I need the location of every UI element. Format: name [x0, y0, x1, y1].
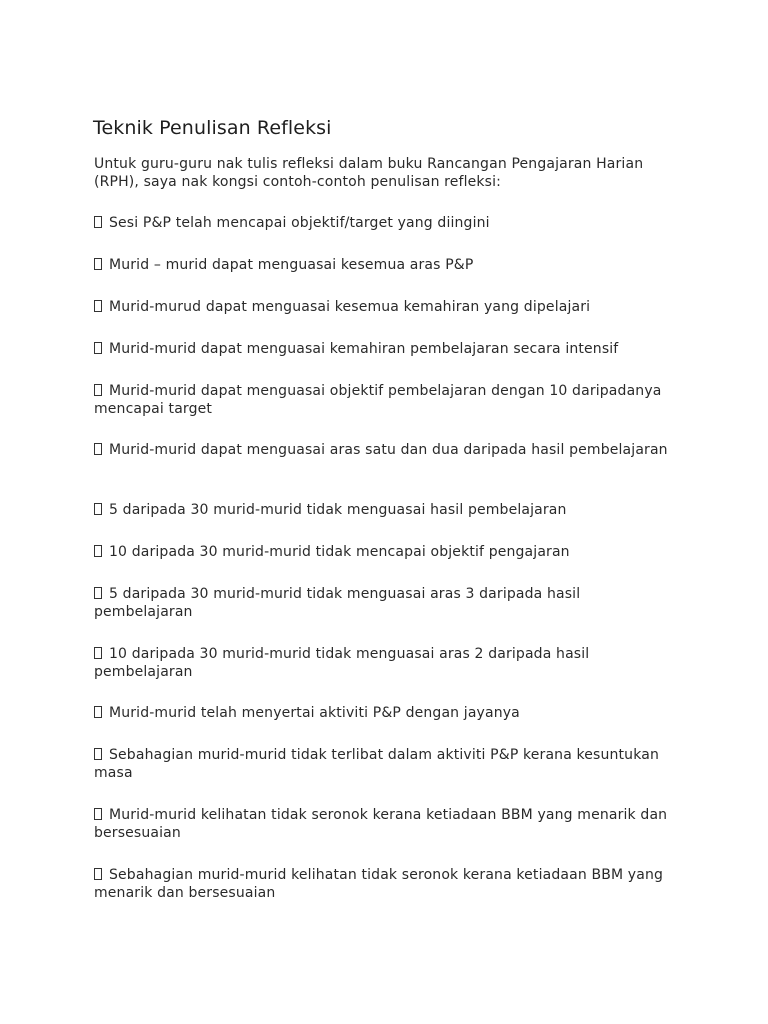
list-item-text: Sebahagian murid-murid tidak terlibat dalam aktiviti P&P kerana kesuntukan masa: [94, 747, 659, 781]
document-title: Teknik Penulisan Refleksi: [93, 117, 332, 139]
list-item: [94, 501, 674, 519]
list-item-text: Sebahagian murid-murid kelihatan tidak seronok kerana ketiadaan BBM yang menarik dan bersesuaian: [94, 867, 664, 901]
list-item: [94, 441, 674, 459]
missing-glyph-box-icon: [94, 342, 102, 354]
list-item-text: Murid-murid kelihatan tidak seronok kerana ketiadaan BBM yang menarik dan bersesuaian: [94, 807, 668, 841]
list-item: [94, 866, 674, 902]
missing-glyph-box-icon: [94, 868, 102, 880]
list-item: [94, 214, 674, 232]
list-item: [94, 746, 674, 782]
list-item: [94, 340, 674, 358]
list-item-text: 5 daripada 30 murid-murid tidak menguasai aras 3 daripada hasil pembelajaran: [94, 586, 581, 620]
list-item-text: Sesi P&P telah mencapai objektif/target yang diingini: [109, 215, 490, 231]
missing-glyph-box-icon: [94, 503, 102, 515]
list-item: [94, 585, 674, 621]
missing-glyph-box-icon: [94, 748, 102, 760]
list-item: [94, 543, 674, 561]
list-item: [94, 382, 674, 418]
list-item-text: 10 daripada 30 murid-murid tidak mencapai objektif pengajaran: [109, 544, 570, 560]
list-item: [94, 645, 674, 681]
missing-glyph-box-icon: [94, 384, 102, 396]
missing-glyph-box-icon: [94, 216, 102, 228]
list-item-text: Murid-murud dapat menguasai kesemua kemahiran yang dipelajari: [109, 299, 591, 315]
missing-glyph-box-icon: [94, 808, 102, 820]
list-item-text: 5 daripada 30 murid-murid tidak menguasai hasil pembelajaran: [109, 502, 567, 518]
intro-paragraph: Untuk guru-guru nak tulis refleksi dalam buku Rancangan Pengajaran Harian (RPH), saya nak kongsi contoh-contoh penulisan refleksi:: [94, 156, 644, 190]
list-item-text: Murid-murid dapat menguasai objektif pembelajaran dengan 10 daripadanya mencapai target: [94, 383, 662, 417]
list-item: [94, 704, 674, 722]
list-item: [94, 298, 674, 316]
list-item: [94, 256, 674, 274]
missing-glyph-box-icon: [94, 545, 102, 557]
missing-glyph-box-icon: [94, 706, 102, 718]
missing-glyph-box-icon: [94, 647, 102, 659]
list-item-text: Murid-murid dapat menguasai aras satu dan dua daripada hasil pembelajaran: [109, 442, 668, 458]
list-item-text: Murid-murid dapat menguasai kemahiran pembelajaran secara intensif: [109, 341, 619, 357]
missing-glyph-box-icon: [94, 443, 102, 455]
list-item-text: Murid – murid dapat menguasai kesemua aras P&P: [109, 257, 474, 273]
missing-glyph-box-icon: [94, 587, 102, 599]
list-item-text: Murid-murid telah menyertai aktiviti P&P dengan jayanya: [109, 705, 520, 721]
list-item: [94, 806, 674, 842]
missing-glyph-box-icon: [94, 258, 102, 270]
missing-glyph-box-icon: [94, 300, 102, 312]
list-item-text: 10 daripada 30 murid-murid tidak menguasai aras 2 daripada hasil pembelajaran: [94, 646, 590, 680]
